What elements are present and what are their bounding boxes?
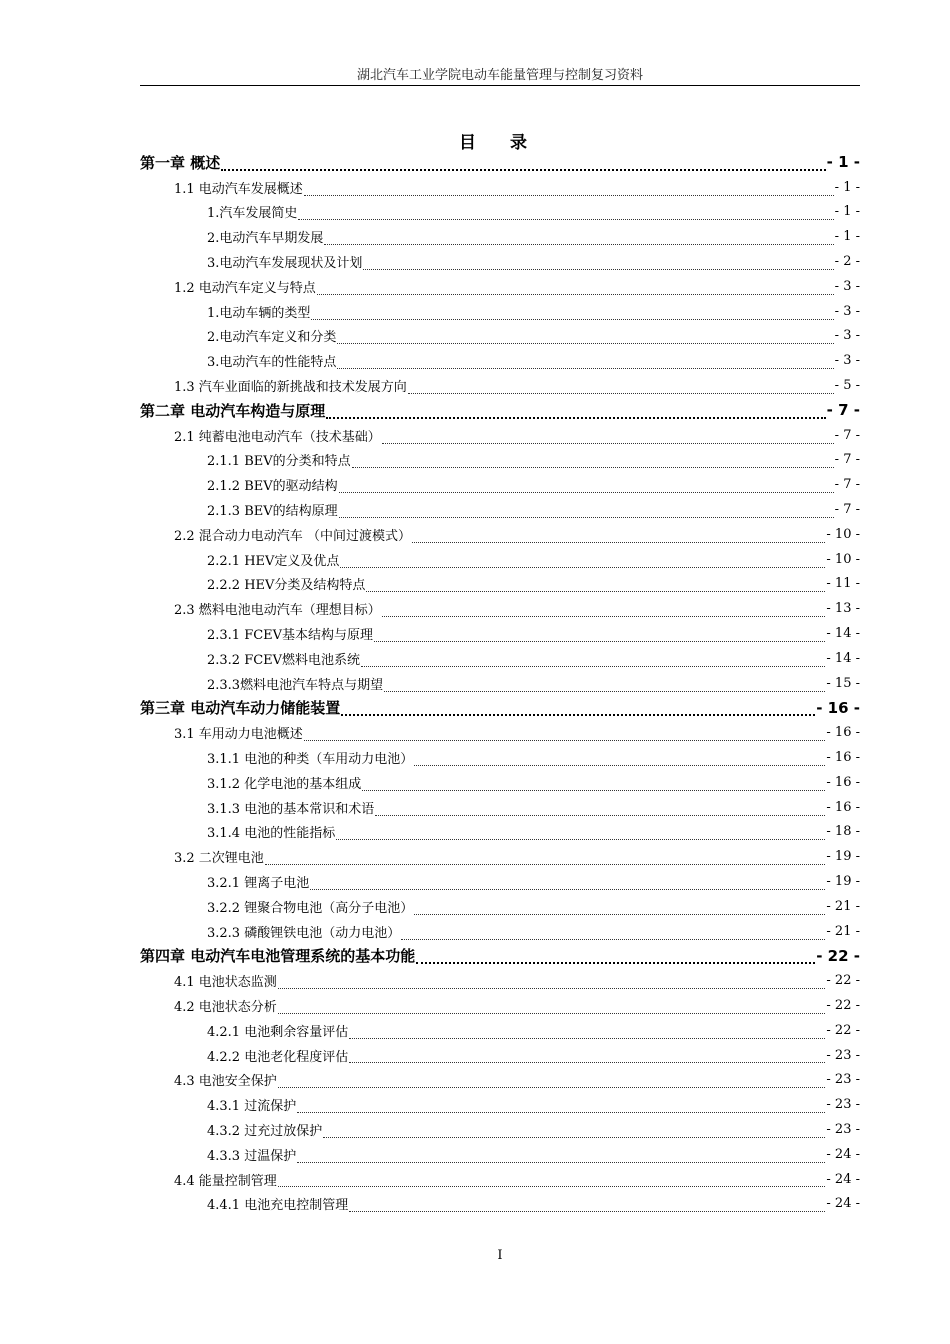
toc-entry-label: 2.1.2 BEV的驱动结构 bbox=[207, 479, 338, 495]
toc-entry-label: 3.2 二次锂电池 bbox=[174, 851, 264, 867]
toc-entry-label: 2.电动汽车早期发展 bbox=[207, 231, 324, 247]
toc-entry[interactable] bbox=[140, 820, 860, 845]
toc-entry-page: - 3 - bbox=[834, 328, 860, 344]
toc-entry[interactable] bbox=[140, 1092, 860, 1117]
toc-entry[interactable] bbox=[140, 1191, 860, 1216]
dot-leader bbox=[375, 809, 825, 816]
toc-entry-page: - 18 - bbox=[826, 824, 860, 840]
toc-entry-page: - 16 - bbox=[826, 725, 860, 741]
toc-entry-page: - 16 - bbox=[816, 698, 860, 717]
toc-entry-page: - 23 - bbox=[826, 1072, 860, 1088]
toc-entry-label: 3.2.1 锂离子电池 bbox=[207, 876, 310, 891]
toc-entry-page: - 10 - bbox=[826, 526, 860, 542]
toc-entry-page: - 3 - bbox=[834, 278, 860, 294]
toc-entry[interactable] bbox=[140, 1142, 860, 1167]
dot-leader bbox=[326, 411, 825, 419]
toc-entry-page: - 16 - bbox=[826, 774, 860, 790]
dot-leader bbox=[265, 858, 826, 865]
toc-entry-page: - 7 - bbox=[826, 401, 860, 420]
dot-leader bbox=[349, 1032, 825, 1039]
toc-entry-label: 2.2 混合动力电动汽车 （中间过渡模式） bbox=[174, 528, 411, 544]
table-of-contents bbox=[140, 150, 860, 1216]
dot-leader bbox=[366, 585, 825, 592]
toc-entry-page: - 22 - bbox=[826, 973, 860, 989]
toc-entry[interactable] bbox=[140, 423, 860, 448]
toc-entry[interactable] bbox=[140, 373, 860, 398]
dot-leader bbox=[340, 561, 825, 568]
toc-entry[interactable] bbox=[140, 968, 860, 993]
toc-entry-label: 2.1.3 BEV的结构原理 bbox=[207, 504, 338, 520]
toc-entry[interactable] bbox=[140, 472, 860, 497]
toc-entry-label: 3.1.3 电池的基本常识和术语 bbox=[207, 801, 375, 817]
toc-entry-page: - 11 - bbox=[826, 576, 860, 592]
toc-entry-page: - 19 - bbox=[826, 874, 860, 889]
toc-entry[interactable] bbox=[140, 274, 860, 299]
dot-leader bbox=[336, 833, 825, 840]
dot-leader bbox=[323, 1131, 825, 1138]
dot-leader bbox=[221, 163, 825, 171]
toc-entry[interactable] bbox=[140, 1117, 860, 1142]
dot-leader bbox=[337, 362, 833, 369]
toc-entry-label: 4.2.2 电池老化程度评估 bbox=[207, 1049, 349, 1065]
toc-entry-label: 1.3 汽车业面临的新挑战和技术发展方向 bbox=[174, 380, 407, 396]
dot-leader bbox=[297, 1156, 825, 1163]
page-number: I bbox=[497, 1248, 503, 1263]
toc-entry[interactable] bbox=[140, 175, 860, 200]
toc-entry-label: 2.1 纯蓄电池电动汽车（技术基础） bbox=[174, 429, 381, 445]
dot-leader bbox=[349, 1056, 825, 1063]
toc-entry[interactable] bbox=[140, 646, 860, 671]
toc-entry-page: - 10 - bbox=[826, 551, 860, 567]
dot-leader bbox=[304, 734, 826, 741]
toc-entry[interactable] bbox=[140, 348, 860, 373]
dot-leader bbox=[339, 486, 834, 493]
dot-leader bbox=[310, 883, 825, 890]
toc-entry[interactable] bbox=[140, 497, 860, 522]
toc-entry-label: 第三章 电动汽车动力储能装置 bbox=[140, 699, 341, 718]
toc-title: 目 录 bbox=[459, 133, 541, 153]
toc-entry-page: - 24 - bbox=[826, 1146, 860, 1162]
dot-leader bbox=[278, 1081, 826, 1088]
toc-entry-label: 4.3.1 过流保护 bbox=[207, 1099, 297, 1115]
toc-entry-page: - 13 - bbox=[826, 601, 860, 617]
dot-leader bbox=[416, 956, 815, 964]
toc-entry[interactable] bbox=[140, 919, 860, 944]
dot-leader bbox=[317, 288, 834, 295]
toc-entry-page: - 7 - bbox=[834, 477, 860, 493]
toc-entry-label: 2.电动汽车定义和分类 bbox=[207, 330, 337, 346]
toc-entry[interactable] bbox=[140, 249, 860, 274]
toc-entry-label: 2.3.3燃料电池汽车特点与期望 bbox=[207, 677, 384, 693]
toc-entry-label: 4.3.2 过充过放保护 bbox=[207, 1123, 323, 1139]
dot-leader bbox=[311, 313, 833, 320]
toc-entry[interactable] bbox=[140, 398, 860, 423]
toc-entry-label: 4.3 电池安全保护 bbox=[174, 1074, 277, 1090]
toc-entry-label: 2.2.1 HEV定义及优点 bbox=[207, 553, 340, 569]
dot-leader bbox=[362, 784, 825, 791]
toc-entry-label: 3.2.3 磷酸锂铁电池（动力电池） bbox=[207, 925, 401, 941]
toc-entry-label: 4.3.3 过温保护 bbox=[207, 1148, 297, 1164]
dot-leader bbox=[384, 685, 825, 692]
toc-entry-page: - 1 - bbox=[834, 204, 860, 220]
dot-leader bbox=[349, 1205, 825, 1212]
toc-entry-label: 4.2.1 电池剩余容量评估 bbox=[207, 1024, 349, 1040]
dot-leader bbox=[304, 189, 834, 196]
toc-entry-page: - 1 - bbox=[834, 179, 860, 195]
toc-entry[interactable] bbox=[140, 894, 860, 919]
toc-entry[interactable] bbox=[140, 621, 860, 646]
toc-entry-label: 1.1 电动汽车发展概述 bbox=[174, 181, 303, 197]
toc-entry[interactable] bbox=[140, 720, 860, 745]
toc-entry-page: - 1 - bbox=[834, 229, 860, 245]
toc-entry-label: 第一章 概述 bbox=[140, 153, 221, 172]
dot-leader bbox=[412, 536, 825, 543]
dot-leader bbox=[382, 437, 834, 444]
toc-entry[interactable] bbox=[140, 944, 860, 969]
toc-entry-page: - 14 - bbox=[826, 626, 860, 642]
toc-entry-page: - 22 - bbox=[826, 997, 860, 1013]
dot-leader bbox=[337, 337, 833, 344]
dot-leader bbox=[339, 511, 834, 518]
toc-entry-label: 4.2 电池状态分析 bbox=[174, 999, 277, 1015]
toc-entry-page: - 2 - bbox=[834, 254, 860, 270]
toc-entry-page: - 23 - bbox=[826, 1121, 860, 1137]
toc-entry[interactable] bbox=[140, 844, 860, 869]
dot-leader bbox=[324, 238, 833, 245]
dot-leader bbox=[278, 982, 826, 989]
toc-entry-page: - 5 - bbox=[834, 378, 860, 394]
toc-entry-label: 4.4 能量控制管理 bbox=[174, 1173, 277, 1189]
toc-entry[interactable] bbox=[140, 696, 860, 721]
dot-leader bbox=[374, 635, 825, 642]
toc-entry-label: 1.2 电动汽车定义与特点 bbox=[174, 280, 316, 296]
toc-entry[interactable] bbox=[140, 324, 860, 349]
dot-leader bbox=[352, 461, 834, 468]
toc-entry-label: 2.3 燃料电池电动汽车（理想目标） bbox=[174, 603, 381, 619]
toc-entry[interactable] bbox=[140, 869, 860, 894]
dot-leader bbox=[401, 933, 825, 940]
toc-entry[interactable] bbox=[140, 522, 860, 547]
toc-entry-page: - 24 - bbox=[826, 1196, 860, 1212]
toc-entry-page: - 16 - bbox=[826, 799, 860, 815]
toc-entry[interactable] bbox=[140, 150, 860, 175]
toc-entry[interactable] bbox=[140, 224, 860, 249]
toc-entry-label: 2.1.1 BEV的分类和特点 bbox=[207, 454, 351, 470]
toc-entry-label: 3.2.2 锂聚合物电池（高分子电池） bbox=[207, 900, 414, 916]
toc-entry-page: - 22 - bbox=[826, 1022, 860, 1038]
dot-leader bbox=[361, 660, 825, 667]
toc-entry[interactable] bbox=[140, 1167, 860, 1192]
toc-entry[interactable] bbox=[140, 547, 860, 572]
toc-entry[interactable] bbox=[140, 448, 860, 473]
header-rule bbox=[140, 85, 860, 86]
toc-entry-label: 2.3.1 FCEV基本结构与原理 bbox=[207, 628, 374, 644]
dot-leader bbox=[297, 1106, 825, 1113]
toc-entry[interactable] bbox=[140, 770, 860, 795]
dot-leader bbox=[414, 759, 825, 766]
toc-entry-page: - 21 - bbox=[826, 898, 860, 914]
page-header: 湖北汽车工业学院电动车能量管理与控制复习资料 bbox=[356, 68, 643, 83]
toc-entry[interactable] bbox=[140, 1043, 860, 1068]
toc-entry[interactable] bbox=[140, 745, 860, 770]
toc-entry-page: - 14 - bbox=[826, 650, 860, 666]
dot-leader bbox=[414, 908, 825, 915]
toc-entry-page: - 21 - bbox=[826, 923, 860, 939]
dot-leader bbox=[278, 1180, 826, 1187]
toc-entry-label: 3.1.1 电池的种类（车用动力电池） bbox=[207, 752, 414, 768]
toc-entry-page: - 7 - bbox=[834, 452, 860, 468]
toc-entry-label: 第二章 电动汽车构造与原理 bbox=[140, 401, 326, 420]
dot-leader bbox=[341, 708, 815, 716]
toc-entry-page: - 7 - bbox=[834, 502, 860, 518]
toc-entry-label: 1.电动车辆的类型 bbox=[207, 305, 311, 321]
toc-entry-page: - 3 - bbox=[834, 303, 860, 319]
toc-entry-page: - 16 - bbox=[826, 750, 860, 766]
toc-entry[interactable] bbox=[140, 1018, 860, 1043]
toc-entry-page: - 15 - bbox=[826, 675, 860, 691]
toc-entry[interactable] bbox=[140, 299, 860, 324]
dot-leader bbox=[363, 263, 833, 270]
toc-entry-label: 3.1.4 电池的性能指标 bbox=[207, 826, 336, 842]
toc-entry-page: - 24 - bbox=[826, 1171, 860, 1187]
toc-entry[interactable] bbox=[140, 993, 860, 1018]
toc-entry-page: - 7 - bbox=[834, 427, 860, 443]
toc-entry[interactable] bbox=[140, 596, 860, 621]
toc-entry-page: - 1 - bbox=[826, 153, 860, 172]
toc-entry[interactable] bbox=[140, 671, 860, 696]
toc-entry-label: 1.汽车发展简史 bbox=[207, 206, 298, 222]
toc-entry-page: - 19 - bbox=[826, 849, 860, 865]
toc-entry-page: - 22 - bbox=[816, 946, 860, 965]
toc-entry-label: 2.3.2 FCEV燃料电池系统 bbox=[207, 652, 361, 668]
toc-entry[interactable] bbox=[140, 572, 860, 597]
dot-leader bbox=[278, 1007, 826, 1014]
toc-entry[interactable] bbox=[140, 1067, 860, 1092]
dot-leader bbox=[382, 610, 826, 617]
toc-entry-page: - 23 - bbox=[826, 1047, 860, 1063]
toc-entry-page: - 3 - bbox=[834, 353, 860, 369]
toc-entry[interactable] bbox=[140, 795, 860, 820]
toc-entry-label: 2.2.2 HEV分类及结构特点 bbox=[207, 578, 366, 594]
toc-entry-label: 3.1.2 化学电池的基本组成 bbox=[207, 776, 362, 792]
toc-entry-label: 3.电动汽车的性能特点 bbox=[207, 355, 337, 371]
toc-entry-label: 4.4.1 电池充电控制管理 bbox=[207, 1198, 349, 1214]
toc-entry-label: 4.1 电池状态监测 bbox=[174, 975, 277, 991]
toc-entry[interactable] bbox=[140, 200, 860, 225]
toc-entry-label: 3.电动汽车发展现状及计划 bbox=[207, 256, 363, 272]
toc-entry-label: 第四章 电动汽车电池管理系统的基本功能 bbox=[140, 947, 416, 966]
toc-entry-label: 3.1 车用动力电池概述 bbox=[174, 727, 303, 743]
dot-leader bbox=[298, 213, 833, 220]
dot-leader bbox=[408, 387, 834, 394]
toc-entry-page: - 23 - bbox=[826, 1097, 860, 1113]
